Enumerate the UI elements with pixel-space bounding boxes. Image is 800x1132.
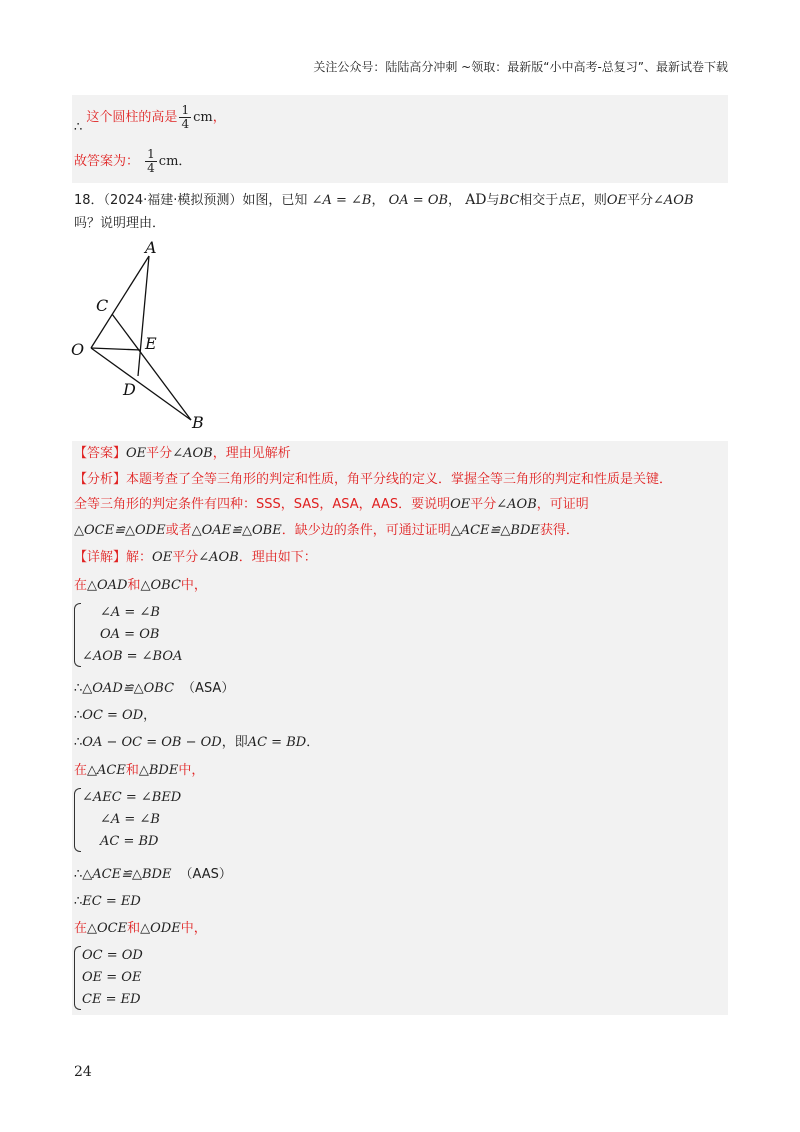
cong-ace-bde: ∴△ACE≌△BDE （AAS）	[74, 867, 232, 882]
label-d: D	[123, 380, 136, 399]
left-brace-2	[74, 788, 81, 852]
analysis-line-2: 全等三角形的判定条件有四种：SSS，SAS，ASA，AAS．要说明OE平分∠AOB，可证明	[74, 497, 589, 512]
label-c: C	[96, 296, 109, 315]
segment-bc	[112, 314, 191, 420]
question-line-1: 18．（2024·福建·模拟预测）如图，已知 ∠A = ∠B， OA = OB， AD与BC相交于点E，则OE平分∠AOB	[74, 192, 694, 208]
label-a: A	[145, 238, 157, 257]
equation-system-2: ∠AEC = ∠BED ∠A = ∠B AC = BD	[74, 788, 274, 854]
label-b: B	[192, 413, 204, 432]
ec-eq-ed: ∴EC = ED	[74, 894, 141, 909]
segment-ad	[138, 256, 149, 376]
cong-oad-obc: ∴△OAD≌△OBC （ASA）	[74, 681, 235, 696]
geometry-figure	[66, 238, 226, 438]
segment-oe	[91, 348, 141, 350]
left-brace-3	[74, 946, 81, 1010]
prev-height-line: ∴ 这个圆柱的高是 $\frac{1}{4}$ cm，	[74, 103, 226, 135]
label-o: O	[71, 340, 85, 359]
detail-in-oce-ode: 在△OCE和△ODE中，	[74, 921, 207, 936]
equation-system-3: OC = OD OE = OE CE = ED	[74, 946, 274, 1012]
equation-system-1: ∠A = ∠B OA = OB ∠AOB = ∠BOA	[74, 603, 274, 669]
answer-line: 【答案】OE平分∠AOB，理由见解析	[74, 446, 291, 461]
fraction-quarter: $\frac{1}{4}$	[181, 103, 190, 131]
analysis-line-1: 【分析】本题考查了全等三角形的判定和性质，角平分线的定义．掌握全等三角形的判定和性质是关键．	[74, 472, 673, 487]
left-brace-1	[74, 603, 81, 667]
therefore-symbol: ∴	[74, 120, 83, 135]
detail-in-oad-obc: 在△OAD和△OBC中，	[74, 578, 207, 593]
oc-eq-od: ∴OC = OD，	[74, 708, 157, 723]
ac-eq-bd: ∴OA − OC = OB − OD，即AC = BD．	[74, 735, 320, 750]
detail-line-1: 【详解】解：OE平分∠AOB．理由如下：	[74, 550, 317, 565]
fraction-quarter-2: $\frac{1}{4}$	[147, 147, 155, 175]
question-line-2: 吗？说明理由．	[74, 216, 166, 231]
prev-answer-line: 故答案为： $\frac{1}{4}$ cm．	[74, 147, 192, 175]
label-e: E	[145, 334, 157, 353]
page-header: 关注公众号：陆陆高分冲刺 ~领取：最新版“小中高考-总复习”、最新试卷下载	[313, 60, 728, 74]
analysis-line-3: △OCE≌△ODE或者△OAE≌△OBE．缺少边的条件，可通过证明△ACE≌△BDE获得．	[74, 523, 579, 538]
detail-in-ace-bde: 在△ACE和△BDE中，	[74, 763, 205, 778]
segment-ob	[91, 348, 191, 420]
page-number: 24	[74, 1064, 92, 1080]
